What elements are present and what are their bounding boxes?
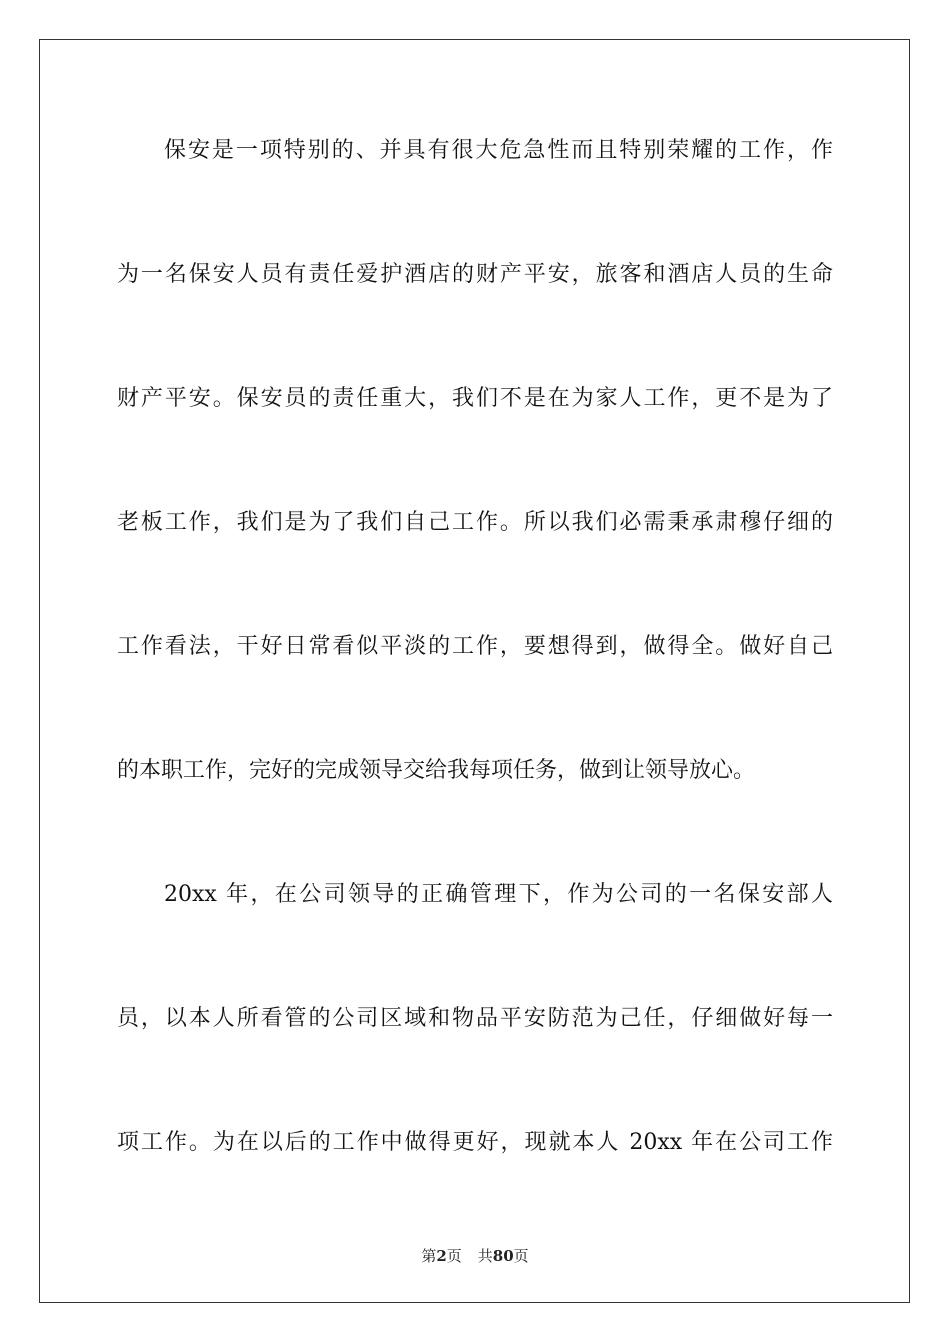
page-footer — [0, 1247, 950, 1265]
paragraph-line: 20xx 年，在公司领导的正确管理下，作为公司的一名保安部人 — [164, 882, 833, 907]
page-prefix: 第 — [421, 1247, 437, 1265]
paragraph-line: 的本职工作，完好的完成领导交给我每项任务，做到让领导放心。 — [117, 758, 756, 783]
page-number: 2 — [436, 1247, 447, 1265]
paragraph-line: 项工作。为在以后的工作中做得更好，现就本人 20xx 年在公司工作 — [117, 1130, 833, 1155]
paragraph-line: 老板工作，我们是为了我们自己工作。所以我们必需秉承肃穆仔细的 — [117, 510, 833, 535]
paragraph-line: 工作看法，干好日常看似平淡的工作，要想得到，做得全。做好自己 — [117, 634, 833, 659]
paragraph-line: 为一名保安人员有责任爱护酒店的财产平安，旅客和酒店人员的生命 — [117, 262, 833, 287]
total-pages: 80 — [492, 1247, 514, 1265]
total-prefix: 共 — [477, 1247, 493, 1265]
total-suffix: 页 — [513, 1247, 529, 1265]
page-suffix: 页 — [446, 1247, 462, 1265]
paragraph-line: 员，以本人所看管的公司区域和物品平安防范为己任，仔细做好每一 — [117, 1006, 833, 1031]
paragraph-line: 保安是一项特别的、并具有很大危急性而且特别荣耀的工作，作 — [164, 138, 833, 163]
page-border — [39, 39, 910, 1303]
paragraph-line: 财产平安。保安员的责任重大，我们不是在为家人工作，更不是为了 — [117, 386, 833, 411]
